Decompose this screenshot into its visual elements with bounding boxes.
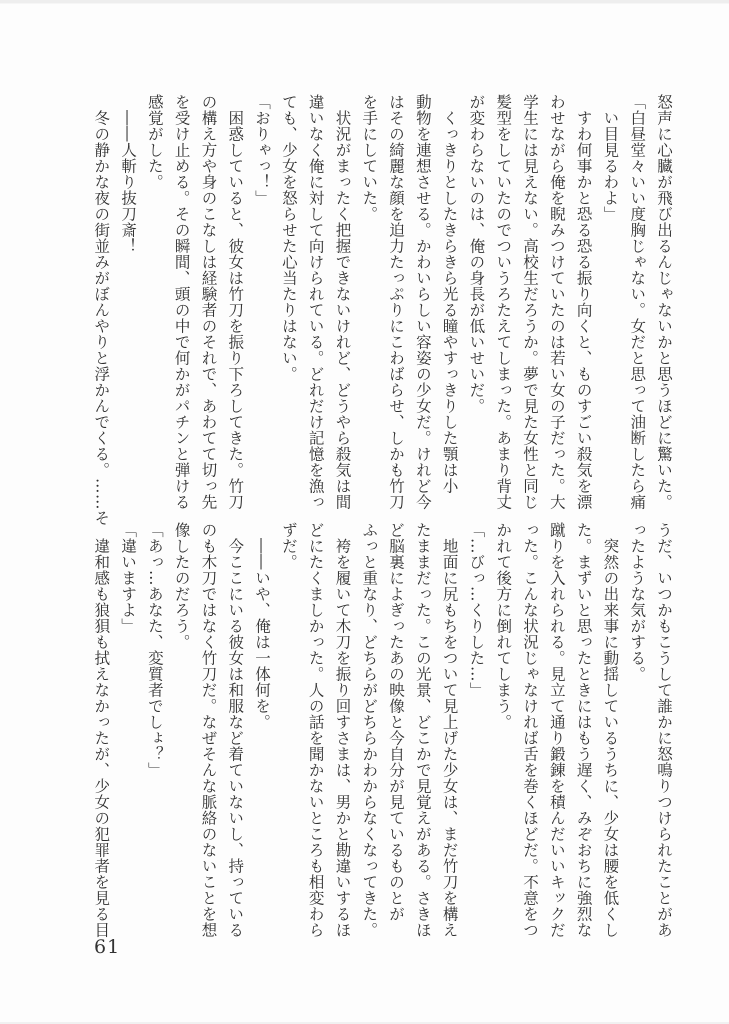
text-column: た。まずいと思ったときにはもう遅く、みぞおちに強烈な <box>574 522 593 938</box>
text-column: 状況がまったく把握できないけれど、どうやら殺気は間 <box>333 94 352 510</box>
text-column: 袴を履いて木刀を振り回すさまは、男かと勘違いするほ <box>333 522 352 938</box>
text-column: が変わらないのは、俺の身長が低いせいだ。 <box>467 94 486 414</box>
text-column: 困惑していると、彼女は竹刀を振り下ろしてきた。竹刀 <box>226 94 245 510</box>
text-column: 「あっ…あなた、変質者でしょ？」 <box>145 522 164 778</box>
text-column: 違いなく俺に対して向けられている。どれだけ記憶を漁っ <box>306 94 325 510</box>
text-column: を手にしていた。 <box>360 94 379 222</box>
text-column: ても、少女を怒らせた心当たりはない。 <box>279 94 298 382</box>
text-column: かれて後方に倒れてしまう。 <box>494 522 513 730</box>
text-column: 怒声に心臓が飛び出るんじゃないかと思うほどに驚いた。 <box>655 94 673 510</box>
text-column: ったような気がする。 <box>628 522 647 682</box>
text-column: 感覚がした。 <box>145 94 164 190</box>
text-column: の構え方や身のこなしは経験者のそれで、あわてて切っ先 <box>199 94 218 510</box>
text-column: わせながら俺を睨みつけていたのは若い女の子だった。大 <box>547 94 566 510</box>
page-number: 61 <box>94 936 121 958</box>
text-column: ――人斬り抜刀斎！ <box>119 94 138 254</box>
text-column: ずだ。 <box>279 522 298 570</box>
text-column: 「おりゃっ！」 <box>253 94 272 206</box>
text-column: 髪型をしていたのでついうろたえてしまった。あまり背丈 <box>494 94 513 510</box>
text-column: 学生には見えない。高校生だろうか。夢で見た女性と同じ <box>521 94 540 510</box>
text-column: い目見るわよ」 <box>601 94 620 222</box>
text-column: 「違いますよ」 <box>119 522 138 634</box>
text-column: くっきりとしたきらきら光る瞳やすっきりした顎は小 <box>440 94 459 494</box>
text-column: はその綺麗な顔を迫力たっぷりにこわばらせ、しかも竹刀 <box>387 94 406 510</box>
text-column: どにたくましかった。人の話を聞かないところも相変わら <box>306 522 325 938</box>
scan-edge-top <box>0 0 729 4</box>
text-column: った。こんな状況じゃなければ舌を巻くほどだ。不意をつ <box>521 522 540 938</box>
text-column: 突然の出来事に動揺しているうちに、少女は腰を低くし <box>601 522 620 938</box>
text-column: うだ、いつかもこうして誰かに怒鳴りつけられたことがあ <box>655 522 673 938</box>
text-column: たままだった。この光景、どこかで見覚えがある。さきほ <box>413 522 432 938</box>
text-column: 動物を連想させる。かわいらしい容姿の少女だ。けれど今 <box>413 94 432 510</box>
text-column: ――いや、俺は一体何を。 <box>253 522 272 730</box>
text-column: 蹴りを入れられる。見立て通り鍛錬を積んだいいキックだ <box>547 522 566 938</box>
text-column: 地面に尻もちをついて見上げた少女は、まだ竹刀を構え <box>440 522 459 938</box>
text-column: のも木刀ではなく竹刀だ。なぜそんな脈絡のないことを想 <box>199 522 218 938</box>
text-column: 今ここにいる彼女は和服など着ていないし、持っている <box>226 522 245 938</box>
text-column: 「…びっ…くりした…」 <box>467 522 486 698</box>
text-column: を受け止める。その瞬間、頭の中で何かがパチンと弾ける <box>172 94 191 510</box>
text-column: 違和感も狼狽も拭えなかったが、少女の犯罪者を見る目 <box>92 522 111 938</box>
page-bottom-text-block <box>87 522 677 948</box>
text-column: 「白昼堂々いい度胸じゃない。女だと思って油断したら痛 <box>628 94 647 510</box>
text-column: ど脳裏によぎったあの映像と今自分が見ているものとが <box>387 522 406 922</box>
text-column: ふっと重なり、どちらがどちらかわからなくなってきた。 <box>360 522 379 938</box>
text-column: 像したのだろう。 <box>172 522 191 650</box>
text-column: 冬の静かな夜の街並みがぼんやりと浮かんでくる。……そ <box>92 94 111 526</box>
text-column: すわ何事かと恐る恐る振り向くと、ものすごい殺気を漂 <box>574 94 593 510</box>
page-top-text-block <box>87 94 677 526</box>
